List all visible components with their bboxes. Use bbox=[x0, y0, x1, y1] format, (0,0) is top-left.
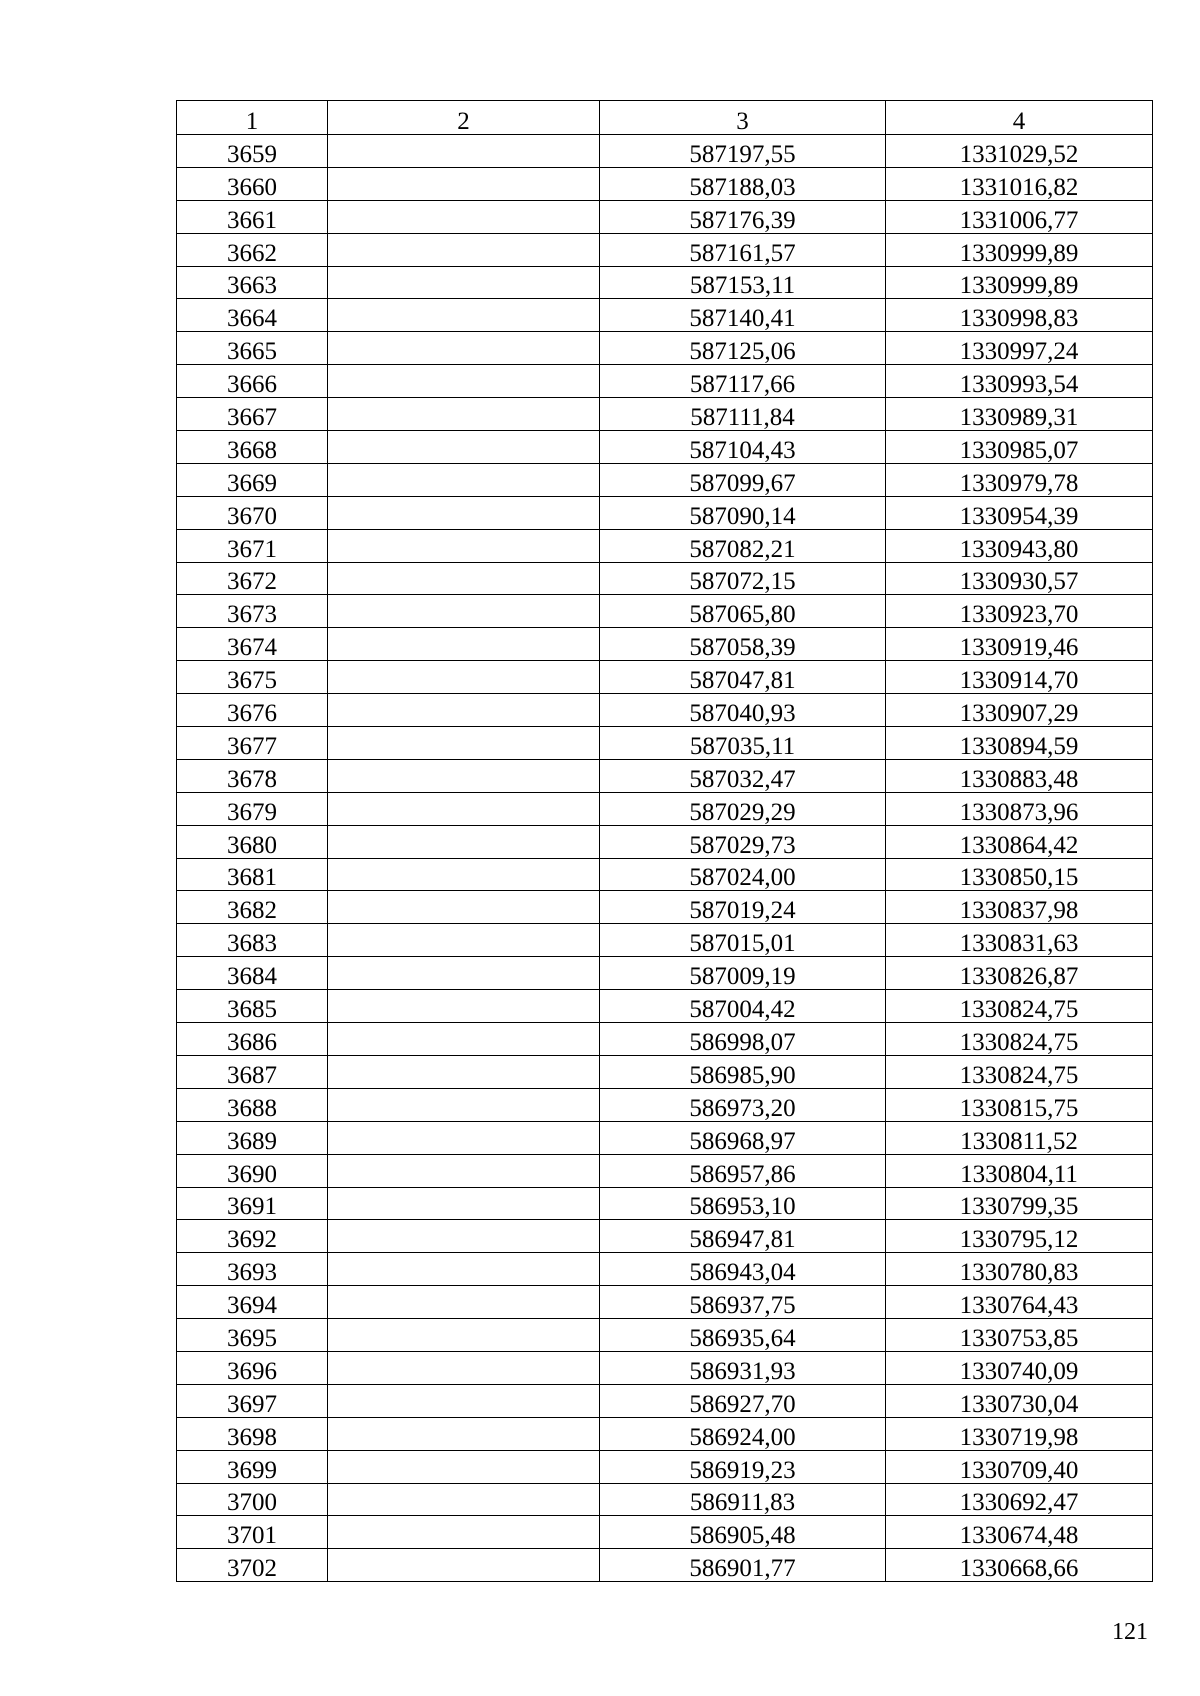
empty-cell bbox=[328, 1088, 600, 1121]
x-coordinate-cell: 586935,64 bbox=[600, 1319, 886, 1352]
x-coordinate-cell: 587140,41 bbox=[600, 299, 886, 332]
point-number-cell: 3662 bbox=[177, 233, 328, 266]
table-row bbox=[177, 1253, 1153, 1286]
header-col-4: 4 bbox=[886, 101, 1153, 135]
x-coordinate-cell: 586947,81 bbox=[600, 1220, 886, 1253]
empty-cell bbox=[328, 463, 600, 496]
empty-cell bbox=[328, 398, 600, 431]
x-coordinate-cell: 587197,55 bbox=[600, 135, 886, 168]
point-number-cell: 3664 bbox=[177, 299, 328, 332]
table-row bbox=[177, 858, 1153, 891]
x-coordinate-cell: 586957,86 bbox=[600, 1154, 886, 1187]
point-number-cell: 3674 bbox=[177, 628, 328, 661]
y-coordinate-cell: 1330824,75 bbox=[886, 1055, 1153, 1088]
point-number-cell: 3684 bbox=[177, 957, 328, 990]
table-row bbox=[177, 562, 1153, 595]
y-coordinate-cell: 1330811,52 bbox=[886, 1121, 1153, 1154]
table-row bbox=[177, 266, 1153, 299]
y-coordinate-cell: 1330930,57 bbox=[886, 562, 1153, 595]
table-row bbox=[177, 463, 1153, 496]
x-coordinate-cell: 587065,80 bbox=[600, 595, 886, 628]
x-coordinate-cell: 587125,06 bbox=[600, 332, 886, 365]
y-coordinate-cell: 1330799,35 bbox=[886, 1187, 1153, 1220]
point-number-cell: 3678 bbox=[177, 759, 328, 792]
x-coordinate-cell: 587035,11 bbox=[600, 727, 886, 760]
point-number-cell: 3673 bbox=[177, 595, 328, 628]
y-coordinate-cell: 1330668,66 bbox=[886, 1549, 1153, 1582]
y-coordinate-cell: 1330985,07 bbox=[886, 431, 1153, 464]
point-number-cell: 3699 bbox=[177, 1450, 328, 1483]
x-coordinate-cell: 587117,66 bbox=[600, 365, 886, 398]
x-coordinate-cell: 587104,43 bbox=[600, 431, 886, 464]
x-coordinate-cell: 587024,00 bbox=[600, 858, 886, 891]
x-coordinate-cell: 587099,67 bbox=[600, 463, 886, 496]
table-row bbox=[177, 365, 1153, 398]
x-coordinate-cell: 586911,83 bbox=[600, 1483, 886, 1516]
empty-cell bbox=[328, 1055, 600, 1088]
point-number-cell: 3689 bbox=[177, 1121, 328, 1154]
point-number-cell: 3682 bbox=[177, 891, 328, 924]
empty-cell bbox=[328, 1483, 600, 1516]
point-number-cell: 3702 bbox=[177, 1549, 328, 1582]
y-coordinate-cell: 1330804,11 bbox=[886, 1154, 1153, 1187]
x-coordinate-cell: 586973,20 bbox=[600, 1088, 886, 1121]
y-coordinate-cell: 1330826,87 bbox=[886, 957, 1153, 990]
y-coordinate-cell: 1330894,59 bbox=[886, 727, 1153, 760]
x-coordinate-cell: 586998,07 bbox=[600, 1023, 886, 1056]
x-coordinate-cell: 587072,15 bbox=[600, 562, 886, 595]
empty-cell bbox=[328, 628, 600, 661]
y-coordinate-cell: 1330674,48 bbox=[886, 1516, 1153, 1549]
empty-cell bbox=[328, 825, 600, 858]
page-number: 121 bbox=[1112, 1619, 1148, 1645]
empty-cell bbox=[328, 365, 600, 398]
table-row bbox=[177, 1549, 1153, 1582]
y-coordinate-cell: 1330919,46 bbox=[886, 628, 1153, 661]
empty-cell bbox=[328, 332, 600, 365]
empty-cell bbox=[328, 233, 600, 266]
y-coordinate-cell: 1330914,70 bbox=[886, 661, 1153, 694]
empty-cell bbox=[328, 1450, 600, 1483]
point-number-cell: 3685 bbox=[177, 990, 328, 1023]
y-coordinate-cell: 1330999,89 bbox=[886, 233, 1153, 266]
x-coordinate-cell: 586968,97 bbox=[600, 1121, 886, 1154]
point-number-cell: 3660 bbox=[177, 167, 328, 200]
y-coordinate-cell: 1330815,75 bbox=[886, 1088, 1153, 1121]
y-coordinate-cell: 1330753,85 bbox=[886, 1319, 1153, 1352]
table-row bbox=[177, 1286, 1153, 1319]
y-coordinate-cell: 1330993,54 bbox=[886, 365, 1153, 398]
empty-cell bbox=[328, 200, 600, 233]
table-row bbox=[177, 825, 1153, 858]
empty-cell bbox=[328, 1121, 600, 1154]
x-coordinate-cell: 587161,57 bbox=[600, 233, 886, 266]
y-coordinate-cell: 1330979,78 bbox=[886, 463, 1153, 496]
empty-cell bbox=[328, 1187, 600, 1220]
y-coordinate-cell: 1330943,80 bbox=[886, 529, 1153, 562]
y-coordinate-cell: 1330837,98 bbox=[886, 891, 1153, 924]
empty-cell bbox=[328, 957, 600, 990]
y-coordinate-cell: 1330692,47 bbox=[886, 1483, 1153, 1516]
header-col-2: 2 bbox=[328, 101, 600, 135]
x-coordinate-cell: 587004,42 bbox=[600, 990, 886, 1023]
x-coordinate-cell: 586905,48 bbox=[600, 1516, 886, 1549]
table-row bbox=[177, 1055, 1153, 1088]
table-row bbox=[177, 990, 1153, 1023]
table-row bbox=[177, 792, 1153, 825]
table-row bbox=[177, 1516, 1153, 1549]
x-coordinate-cell: 586924,00 bbox=[600, 1417, 886, 1450]
empty-cell bbox=[328, 431, 600, 464]
empty-cell bbox=[328, 1220, 600, 1253]
y-coordinate-cell: 1330709,40 bbox=[886, 1450, 1153, 1483]
empty-cell bbox=[328, 529, 600, 562]
point-number-cell: 3692 bbox=[177, 1220, 328, 1253]
x-coordinate-cell: 587009,19 bbox=[600, 957, 886, 990]
table-row bbox=[177, 595, 1153, 628]
empty-cell bbox=[328, 1023, 600, 1056]
table-row bbox=[177, 1220, 1153, 1253]
empty-cell bbox=[328, 1384, 600, 1417]
point-number-cell: 3698 bbox=[177, 1417, 328, 1450]
x-coordinate-cell: 586919,23 bbox=[600, 1450, 886, 1483]
x-coordinate-cell: 587029,29 bbox=[600, 792, 886, 825]
empty-cell bbox=[328, 595, 600, 628]
empty-cell bbox=[328, 924, 600, 957]
empty-cell bbox=[328, 1549, 600, 1582]
x-coordinate-cell: 587047,81 bbox=[600, 661, 886, 694]
table-row bbox=[177, 694, 1153, 727]
empty-cell bbox=[328, 266, 600, 299]
point-number-cell: 3680 bbox=[177, 825, 328, 858]
point-number-cell: 3687 bbox=[177, 1055, 328, 1088]
table-row bbox=[177, 1483, 1153, 1516]
point-number-cell: 3691 bbox=[177, 1187, 328, 1220]
table-row bbox=[177, 957, 1153, 990]
empty-cell bbox=[328, 759, 600, 792]
point-number-cell: 3690 bbox=[177, 1154, 328, 1187]
x-coordinate-cell: 587019,24 bbox=[600, 891, 886, 924]
x-coordinate-cell: 587176,39 bbox=[600, 200, 886, 233]
empty-cell bbox=[328, 1154, 600, 1187]
point-number-cell: 3667 bbox=[177, 398, 328, 431]
table-row bbox=[177, 299, 1153, 332]
y-coordinate-cell: 1330831,63 bbox=[886, 924, 1153, 957]
point-number-cell: 3701 bbox=[177, 1516, 328, 1549]
point-number-cell: 3665 bbox=[177, 332, 328, 365]
point-number-cell: 3663 bbox=[177, 266, 328, 299]
x-coordinate-cell: 587015,01 bbox=[600, 924, 886, 957]
table-row bbox=[177, 1450, 1153, 1483]
y-coordinate-cell: 1330824,75 bbox=[886, 1023, 1153, 1056]
x-coordinate-cell: 586953,10 bbox=[600, 1187, 886, 1220]
table-row bbox=[177, 1023, 1153, 1056]
x-coordinate-cell: 587188,03 bbox=[600, 167, 886, 200]
x-coordinate-cell: 586901,77 bbox=[600, 1549, 886, 1582]
table-row bbox=[177, 924, 1153, 957]
table-row bbox=[177, 759, 1153, 792]
y-coordinate-cell: 1330730,04 bbox=[886, 1384, 1153, 1417]
x-coordinate-cell: 586943,04 bbox=[600, 1253, 886, 1286]
x-coordinate-cell: 586937,75 bbox=[600, 1286, 886, 1319]
table-row bbox=[177, 628, 1153, 661]
point-number-cell: 3668 bbox=[177, 431, 328, 464]
point-number-cell: 3700 bbox=[177, 1483, 328, 1516]
point-number-cell: 3677 bbox=[177, 727, 328, 760]
empty-cell bbox=[328, 990, 600, 1023]
table-row bbox=[177, 200, 1153, 233]
y-coordinate-cell: 1330997,24 bbox=[886, 332, 1153, 365]
point-number-cell: 3669 bbox=[177, 463, 328, 496]
table-header-row bbox=[177, 101, 1153, 135]
point-number-cell: 3695 bbox=[177, 1319, 328, 1352]
table-row bbox=[177, 233, 1153, 266]
empty-cell bbox=[328, 167, 600, 200]
x-coordinate-cell: 587058,39 bbox=[600, 628, 886, 661]
y-coordinate-cell: 1330873,96 bbox=[886, 792, 1153, 825]
point-number-cell: 3696 bbox=[177, 1351, 328, 1384]
point-number-cell: 3688 bbox=[177, 1088, 328, 1121]
x-coordinate-cell: 587153,11 bbox=[600, 266, 886, 299]
point-number-cell: 3666 bbox=[177, 365, 328, 398]
empty-cell bbox=[328, 1286, 600, 1319]
empty-cell bbox=[328, 727, 600, 760]
empty-cell bbox=[328, 496, 600, 529]
empty-cell bbox=[328, 1319, 600, 1352]
point-number-cell: 3676 bbox=[177, 694, 328, 727]
y-coordinate-cell: 1330999,89 bbox=[886, 266, 1153, 299]
y-coordinate-cell: 1330907,29 bbox=[886, 694, 1153, 727]
y-coordinate-cell: 1330780,83 bbox=[886, 1253, 1153, 1286]
table-row bbox=[177, 727, 1153, 760]
y-coordinate-cell: 1330850,15 bbox=[886, 858, 1153, 891]
header-col-1: 1 bbox=[177, 101, 328, 135]
empty-cell bbox=[328, 694, 600, 727]
empty-cell bbox=[328, 299, 600, 332]
empty-cell bbox=[328, 661, 600, 694]
coordinates-table bbox=[176, 100, 1153, 1582]
empty-cell bbox=[328, 1417, 600, 1450]
point-number-cell: 3683 bbox=[177, 924, 328, 957]
y-coordinate-cell: 1331006,77 bbox=[886, 200, 1153, 233]
table-row bbox=[177, 431, 1153, 464]
x-coordinate-cell: 587111,84 bbox=[600, 398, 886, 431]
point-number-cell: 3675 bbox=[177, 661, 328, 694]
y-coordinate-cell: 1330864,42 bbox=[886, 825, 1153, 858]
x-coordinate-cell: 586985,90 bbox=[600, 1055, 886, 1088]
point-number-cell: 3697 bbox=[177, 1384, 328, 1417]
table-row bbox=[177, 891, 1153, 924]
y-coordinate-cell: 1330740,09 bbox=[886, 1351, 1153, 1384]
x-coordinate-cell: 586927,70 bbox=[600, 1384, 886, 1417]
table-row bbox=[177, 1154, 1153, 1187]
y-coordinate-cell: 1331029,52 bbox=[886, 135, 1153, 168]
point-number-cell: 3672 bbox=[177, 562, 328, 595]
empty-cell bbox=[328, 1516, 600, 1549]
point-number-cell: 3693 bbox=[177, 1253, 328, 1286]
table-row bbox=[177, 1417, 1153, 1450]
empty-cell bbox=[328, 562, 600, 595]
y-coordinate-cell: 1330795,12 bbox=[886, 1220, 1153, 1253]
x-coordinate-cell: 587029,73 bbox=[600, 825, 886, 858]
table-row bbox=[177, 1351, 1153, 1384]
y-coordinate-cell: 1330923,70 bbox=[886, 595, 1153, 628]
table-row bbox=[177, 661, 1153, 694]
table-row bbox=[177, 398, 1153, 431]
x-coordinate-cell: 587090,14 bbox=[600, 496, 886, 529]
point-number-cell: 3671 bbox=[177, 529, 328, 562]
empty-cell bbox=[328, 135, 600, 168]
empty-cell bbox=[328, 1253, 600, 1286]
table-row bbox=[177, 1187, 1153, 1220]
table-row bbox=[177, 135, 1153, 168]
table-row bbox=[177, 496, 1153, 529]
point-number-cell: 3670 bbox=[177, 496, 328, 529]
table-row bbox=[177, 529, 1153, 562]
y-coordinate-cell: 1330764,43 bbox=[886, 1286, 1153, 1319]
x-coordinate-cell: 587040,93 bbox=[600, 694, 886, 727]
x-coordinate-cell: 586931,93 bbox=[600, 1351, 886, 1384]
y-coordinate-cell: 1330989,31 bbox=[886, 398, 1153, 431]
y-coordinate-cell: 1330719,98 bbox=[886, 1417, 1153, 1450]
point-number-cell: 3679 bbox=[177, 792, 328, 825]
point-number-cell: 3681 bbox=[177, 858, 328, 891]
y-coordinate-cell: 1330954,39 bbox=[886, 496, 1153, 529]
table-row bbox=[177, 1384, 1153, 1417]
point-number-cell: 3694 bbox=[177, 1286, 328, 1319]
table-row bbox=[177, 167, 1153, 200]
table-body bbox=[177, 135, 1153, 1582]
y-coordinate-cell: 1331016,82 bbox=[886, 167, 1153, 200]
empty-cell bbox=[328, 858, 600, 891]
point-number-cell: 3659 bbox=[177, 135, 328, 168]
table-row bbox=[177, 1121, 1153, 1154]
table-row bbox=[177, 1319, 1153, 1352]
point-number-cell: 3686 bbox=[177, 1023, 328, 1056]
header-col-3: 3 bbox=[600, 101, 886, 135]
empty-cell bbox=[328, 1351, 600, 1384]
x-coordinate-cell: 587082,21 bbox=[600, 529, 886, 562]
table-row bbox=[177, 332, 1153, 365]
empty-cell bbox=[328, 792, 600, 825]
y-coordinate-cell: 1330883,48 bbox=[886, 759, 1153, 792]
x-coordinate-cell: 587032,47 bbox=[600, 759, 886, 792]
y-coordinate-cell: 1330998,83 bbox=[886, 299, 1153, 332]
point-number-cell: 3661 bbox=[177, 200, 328, 233]
table-row bbox=[177, 1088, 1153, 1121]
y-coordinate-cell: 1330824,75 bbox=[886, 990, 1153, 1023]
empty-cell bbox=[328, 891, 600, 924]
